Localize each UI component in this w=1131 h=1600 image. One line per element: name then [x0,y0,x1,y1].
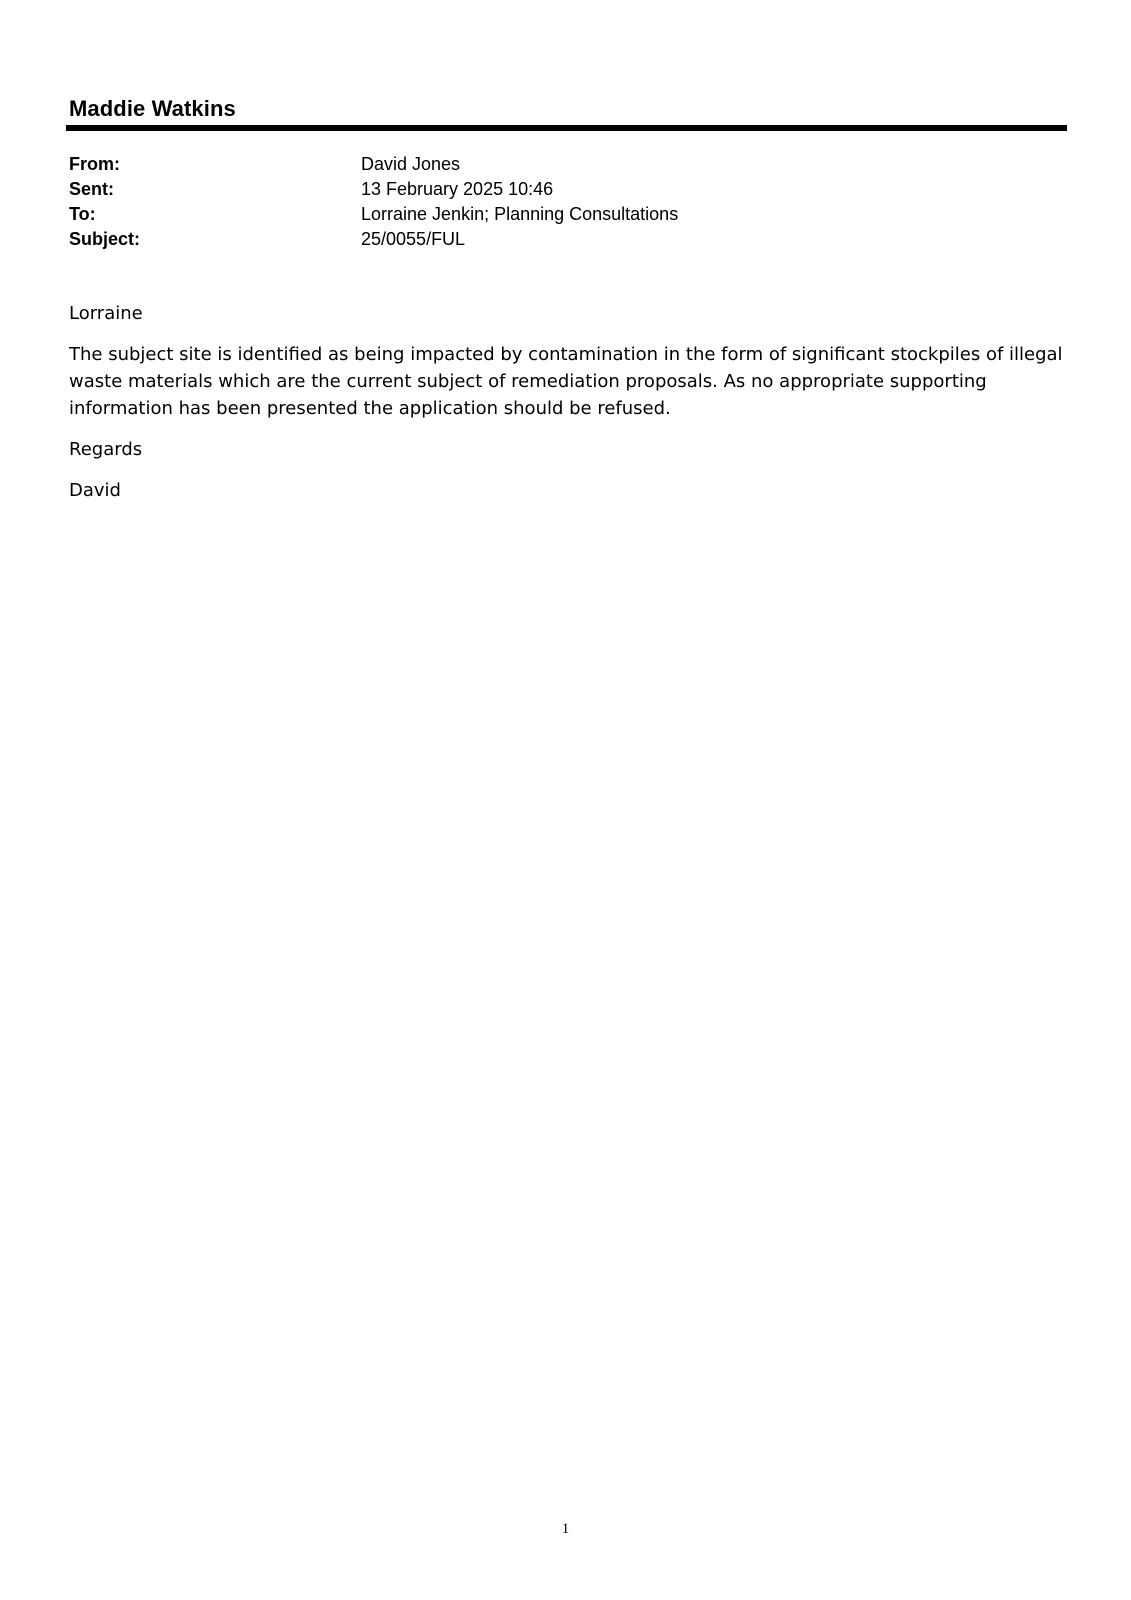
email-closing: Regards [69,439,143,460]
from-label: From: [69,154,120,174]
email-body [69,300,1069,518]
subject-value: 25/0055/FUL [361,229,466,249]
page-number: 1 [561,1521,570,1537]
sent-label: Sent: [69,179,114,199]
email-signature: David [69,480,121,501]
sent-row [69,177,1029,202]
document-owner-name: Maddie Watkins [69,96,236,121]
header-divider [66,125,1067,131]
to-row [69,202,1029,227]
from-value: David Jones [361,154,461,174]
to-label: To: [69,204,96,224]
sent-value: 13 February 2025 10:46 [361,179,554,199]
email-greeting: Lorraine [69,303,143,324]
subject-label: Subject: [69,229,141,249]
subject-row [69,227,1029,252]
from-row [69,152,1029,177]
email-paragraph: The subject site is identified as being impacted by contamination in the form of significant stockpiles of illegal waste materials which are the current subject of remediation proposals. As no appropriate supporting information has been presented the application should be refused. [69,344,1063,419]
email-metadata [69,152,1029,252]
to-value: Lorraine Jenkin; Planning Consultations [361,204,679,224]
